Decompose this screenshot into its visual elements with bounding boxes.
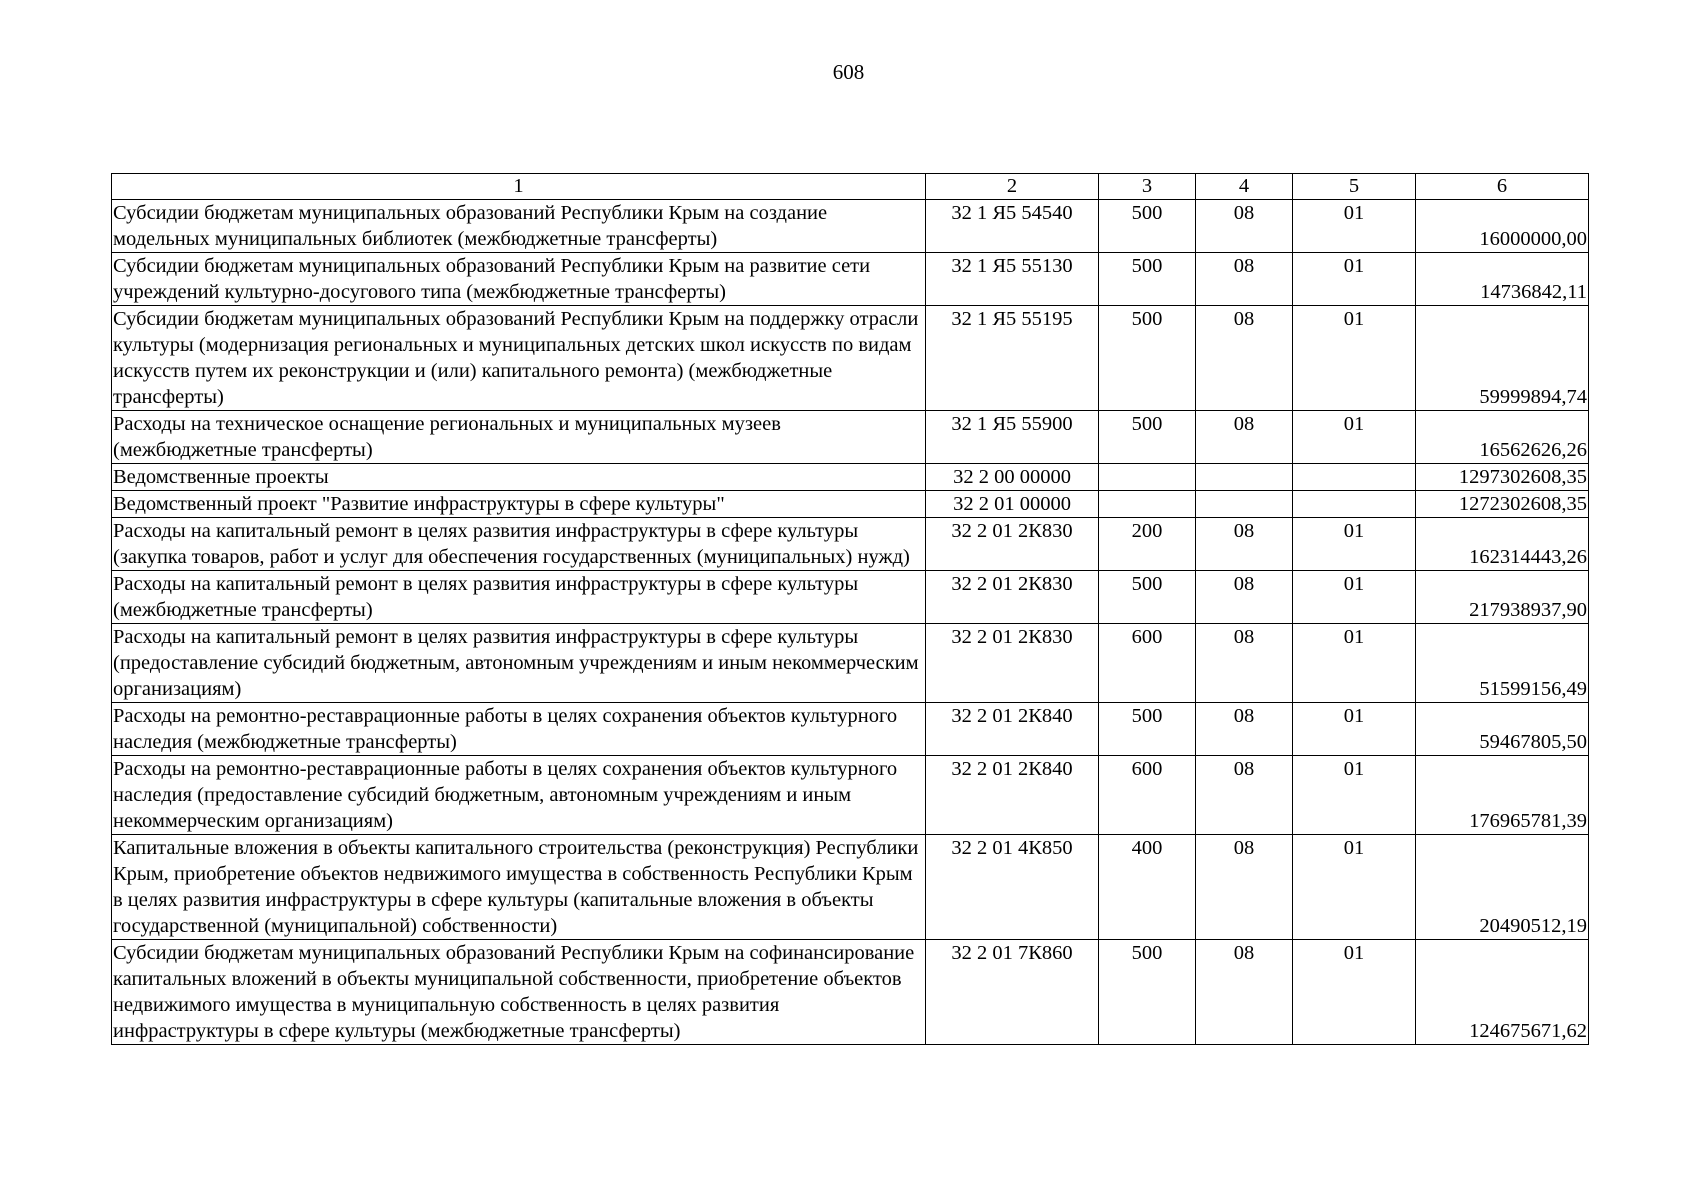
row-code-cell: 32 1 Я5 55195 <box>926 306 1099 411</box>
row-section-cell: 08 <box>1196 411 1293 464</box>
row-amount-cell: 176965781,39 <box>1416 756 1589 835</box>
row-name-cell: Субсидии бюджетам муниципальных образований Республики Крым на софинансирование капитальных вложений в объекты муниципальной собственности, приобретение объектов недвижимого имущества в муниципальную собственность в целях развития инфраструктуры в сфере культуры (межбюджетные трансферты) <box>112 940 926 1045</box>
row-name-cell: Субсидии бюджетам муниципальных образований Республики Крым на развитие сети учреждений культурно-досугового типа (межбюджетные трансферты) <box>112 253 926 306</box>
row-section-cell: 08 <box>1196 940 1293 1045</box>
row-name-cell: Субсидии бюджетам муниципальных образований Республики Крым на создание модельных муниципальных библиотек (межбюджетные трансферты) <box>112 200 926 253</box>
row-expense-type-cell <box>1099 491 1196 518</box>
row-section-cell: 08 <box>1196 306 1293 411</box>
row-code-cell: 32 1 Я5 55900 <box>926 411 1099 464</box>
row-subsection-cell: 01 <box>1293 253 1416 306</box>
row-amount-cell: 1297302608,35 <box>1416 464 1589 491</box>
row-section-cell <box>1196 491 1293 518</box>
row-subsection-cell: 01 <box>1293 411 1416 464</box>
row-expense-type-cell: 400 <box>1099 835 1196 940</box>
table-row <box>112 518 1589 571</box>
row-expense-type-cell: 500 <box>1099 940 1196 1045</box>
table-header-row <box>112 174 1589 200</box>
row-subsection-cell: 01 <box>1293 518 1416 571</box>
row-amount-cell: 16562626,26 <box>1416 411 1589 464</box>
row-subsection-cell: 01 <box>1293 306 1416 411</box>
row-subsection-cell: 01 <box>1293 624 1416 703</box>
row-section-cell: 08 <box>1196 571 1293 624</box>
table-row <box>112 624 1589 703</box>
row-name-cell: Расходы на капитальный ремонт в целях развития инфраструктуры в сфере культуры (межбюджетные трансферты) <box>112 571 926 624</box>
row-name-cell: Расходы на капитальный ремонт в целях развития инфраструктуры в сфере культуры (закупка товаров, работ и услуг для обеспечения государственных (муниципальных) нужд) <box>112 518 926 571</box>
row-section-cell: 08 <box>1196 835 1293 940</box>
row-expense-type-cell: 500 <box>1099 306 1196 411</box>
row-section-cell: 08 <box>1196 253 1293 306</box>
row-code-cell: 32 2 01 2К840 <box>926 703 1099 756</box>
table-row <box>112 756 1589 835</box>
row-amount-cell: 51599156,49 <box>1416 624 1589 703</box>
row-section-cell: 08 <box>1196 518 1293 571</box>
row-code-cell: 32 2 01 2К830 <box>926 624 1099 703</box>
table-row <box>112 411 1589 464</box>
row-name-cell: Ведомственный проект "Развитие инфраструктуры в сфере культуры" <box>112 491 926 518</box>
row-code-cell: 32 1 Я5 55130 <box>926 253 1099 306</box>
table-row <box>112 940 1589 1045</box>
row-subsection-cell: 01 <box>1293 703 1416 756</box>
table-row <box>112 571 1589 624</box>
row-subsection-cell <box>1293 464 1416 491</box>
row-amount-cell: 59999894,74 <box>1416 306 1589 411</box>
row-amount-cell: 162314443,26 <box>1416 518 1589 571</box>
budget-table-body <box>112 174 1589 1045</box>
table-row <box>112 306 1589 411</box>
row-amount-cell: 217938937,90 <box>1416 571 1589 624</box>
row-code-cell: 32 2 01 2К830 <box>926 518 1099 571</box>
row-expense-type-cell <box>1099 464 1196 491</box>
row-expense-type-cell: 600 <box>1099 756 1196 835</box>
row-expense-type-cell: 600 <box>1099 624 1196 703</box>
page-number: 608 <box>832 60 865 84</box>
row-code-cell: 32 2 01 2К840 <box>926 756 1099 835</box>
header-cell: 2 <box>926 174 1099 200</box>
row-expense-type-cell: 500 <box>1099 253 1196 306</box>
row-amount-cell: 1272302608,35 <box>1416 491 1589 518</box>
row-name-cell: Субсидии бюджетам муниципальных образований Республики Крым на поддержку отрасли культуры (модернизация региональных и муниципальных детских школ искусств по видам искусств путем их реконструкции и (или) капитального ремонта) (межбюджетные трансферты) <box>112 306 926 411</box>
row-subsection-cell: 01 <box>1293 571 1416 624</box>
row-section-cell: 08 <box>1196 624 1293 703</box>
row-name-cell: Расходы на капитальный ремонт в целях развития инфраструктуры в сфере культуры (предоставление субсидий бюджетным, автономным учреждениям и иным некоммерческим организациям) <box>112 624 926 703</box>
row-section-cell <box>1196 464 1293 491</box>
row-code-cell: 32 2 01 00000 <box>926 491 1099 518</box>
row-code-cell: 32 2 00 00000 <box>926 464 1099 491</box>
table-row <box>112 464 1589 491</box>
row-code-cell: 32 1 Я5 54540 <box>926 200 1099 253</box>
row-section-cell: 08 <box>1196 703 1293 756</box>
row-subsection-cell: 01 <box>1293 835 1416 940</box>
header-cell: 3 <box>1099 174 1196 200</box>
row-code-cell: 32 2 01 7К860 <box>926 940 1099 1045</box>
row-expense-type-cell: 500 <box>1099 200 1196 253</box>
row-code-cell: 32 2 01 2К830 <box>926 571 1099 624</box>
row-amount-cell: 20490512,19 <box>1416 835 1589 940</box>
header-cell: 1 <box>112 174 926 200</box>
row-section-cell: 08 <box>1196 200 1293 253</box>
row-expense-type-cell: 500 <box>1099 703 1196 756</box>
header-cell: 6 <box>1416 174 1589 200</box>
row-name-cell: Расходы на техническое оснащение региональных и муниципальных музеев (межбюджетные трансферты) <box>112 411 926 464</box>
table-row <box>112 835 1589 940</box>
row-amount-cell: 124675671,62 <box>1416 940 1589 1045</box>
row-name-cell: Расходы на ремонтно-реставрационные работы в целях сохранения объектов культурного наследия (предоставление субсидий бюджетным, автономным учреждениям и иным некоммерческим организациям) <box>112 756 926 835</box>
row-expense-type-cell: 200 <box>1099 518 1196 571</box>
budget-table <box>111 173 1589 1045</box>
row-amount-cell: 16000000,00 <box>1416 200 1589 253</box>
row-subsection-cell: 01 <box>1293 200 1416 253</box>
row-subsection-cell: 01 <box>1293 756 1416 835</box>
table-row <box>112 200 1589 253</box>
table-row <box>112 253 1589 306</box>
row-amount-cell: 14736842,11 <box>1416 253 1589 306</box>
row-name-cell: Расходы на ремонтно-реставрационные работы в целях сохранения объектов культурного наследия (межбюджетные трансферты) <box>112 703 926 756</box>
row-expense-type-cell: 500 <box>1099 571 1196 624</box>
row-expense-type-cell: 500 <box>1099 411 1196 464</box>
header-cell: 5 <box>1293 174 1416 200</box>
row-section-cell: 08 <box>1196 756 1293 835</box>
row-subsection-cell <box>1293 491 1416 518</box>
row-name-cell: Капитальные вложения в объекты капитального строительства (реконструкция) Республики Крым, приобретение объектов недвижимого имущества в собственность Республики Крым в целях развития инфраструктуры в сфере культуры (капитальные вложения в объекты государственной (муниципальной) собственности) <box>112 835 926 940</box>
table-row <box>112 491 1589 518</box>
row-amount-cell: 59467805,50 <box>1416 703 1589 756</box>
header-cell: 4 <box>1196 174 1293 200</box>
row-name-cell: Ведомственные проекты <box>112 464 926 491</box>
row-subsection-cell: 01 <box>1293 940 1416 1045</box>
row-code-cell: 32 2 01 4К850 <box>926 835 1099 940</box>
table-row <box>112 703 1589 756</box>
